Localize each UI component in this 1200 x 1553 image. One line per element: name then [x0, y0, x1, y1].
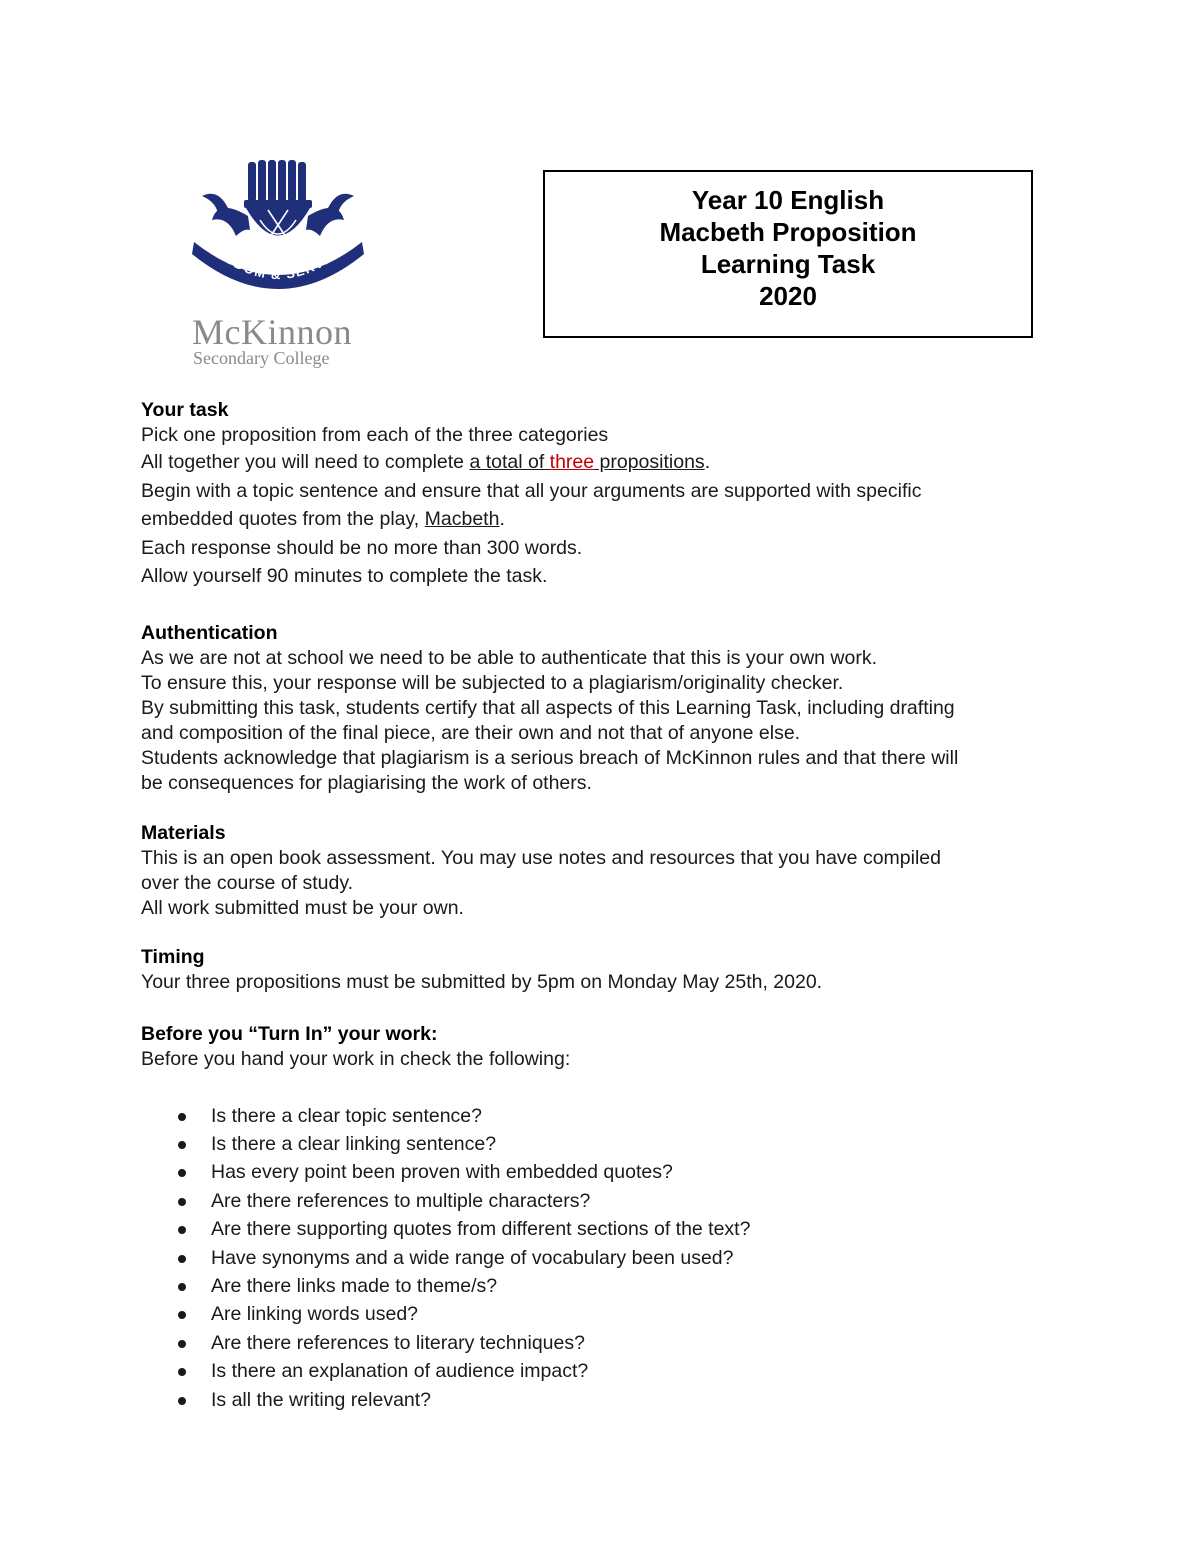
checklist-item: Are linking words used? — [141, 1300, 1061, 1328]
bullet-icon — [178, 1255, 186, 1263]
bullet-icon — [178, 1368, 186, 1376]
bullet-icon — [178, 1340, 186, 1348]
logo-school-subname: Secondary College — [193, 348, 330, 368]
before-turn-in-heading: Before you “Turn In” your work: — [141, 1022, 438, 1045]
bullet-icon — [178, 1169, 186, 1177]
authentication-line: To ensure this, your response will be subjected to a plagiarism/originality checker. — [141, 671, 844, 694]
checklist-item: Are there references to literary techniques? — [141, 1329, 1061, 1357]
motto-text: WISDOM & SERVICE — [207, 240, 349, 283]
title-box — [543, 170, 1033, 338]
bullet-icon — [178, 1141, 186, 1149]
checklist-item: Has every point been proven with embedded quotes? — [141, 1158, 1061, 1186]
checklist-item: Is there an explanation of audience impact? — [141, 1357, 1061, 1385]
school-logo — [188, 158, 368, 373]
checklist-item: Have synonyms and a wide range of vocabulary been used? — [141, 1244, 1061, 1272]
materials-line: over the course of study. — [141, 871, 354, 894]
thistle-crest-icon — [188, 158, 368, 308]
bullet-icon — [178, 1283, 186, 1291]
checklist-item: Is there a clear topic sentence? — [141, 1102, 1061, 1130]
bullet-icon — [178, 1113, 186, 1121]
your-task-line-5: Each response should be no more than 300 words. — [141, 536, 583, 559]
bullet-icon — [178, 1226, 186, 1234]
bullet-icon — [178, 1311, 186, 1319]
your-task-line-4: embedded quotes from the play, Macbeth. — [141, 508, 505, 530]
timing-line: Your three propositions must be submitted by 5pm on Monday May 25th, 2020. — [141, 970, 823, 993]
checklist — [141, 1102, 1061, 1414]
your-task-heading: Your task — [141, 399, 229, 421]
authentication-line: As we are not at school we need to be able to authenticate that this is your own work. — [141, 646, 878, 669]
checklist-item: Are there supporting quotes from different sections of the text? — [141, 1215, 1061, 1243]
your-task-line-1: Pick one proposition from each of the three categories — [141, 424, 609, 446]
authentication-line: By submitting this task, students certify that all aspects of this Learning Task, including drafting — [141, 696, 955, 719]
your-task-line-2: All together you will need to complete a total of three propositions. — [141, 451, 711, 473]
authentication-heading: Authentication — [141, 621, 278, 644]
bullet-icon — [178, 1198, 186, 1206]
logo-school-name: McKinnon — [192, 312, 352, 352]
title-line-2: Macbeth Proposition — [659, 217, 917, 247]
bullet-icon — [178, 1397, 186, 1405]
play-title: Macbeth — [424, 508, 500, 530]
your-task-line-6: Allow yourself 90 minutes to complete the task. — [141, 565, 548, 587]
checklist-item: Are there links made to theme/s? — [141, 1272, 1061, 1300]
title-line-4: 2020 — [759, 281, 817, 311]
before-turn-in-intro: Before you hand your work in check the following: — [141, 1047, 571, 1070]
materials-heading: Materials — [141, 821, 226, 844]
authentication-line: and composition of the final piece, are their own and not that of anyone else. — [141, 721, 801, 744]
authentication-line: Students acknowledge that plagiarism is a serious breach of McKinnon rules and that there will — [141, 746, 959, 769]
authentication-line: be consequences for plagiarising the work of others. — [141, 771, 592, 794]
materials-line: This is an open book assessment. You may use notes and resources that you have compiled — [141, 846, 941, 869]
three-emphasis: three — [549, 451, 595, 473]
title-line-3: Learning Task — [700, 249, 876, 279]
checklist-item: Is all the writing relevant? — [141, 1386, 1061, 1414]
timing-heading: Timing — [141, 945, 205, 968]
task-content — [141, 398, 1061, 1414]
materials-line: All work submitted must be your own. — [141, 896, 464, 919]
checklist-item: Is there a clear linking sentence? — [141, 1130, 1061, 1158]
checklist-item: Are there references to multiple characters? — [141, 1187, 1061, 1215]
title-line-1: Year 10 English — [691, 185, 885, 215]
your-task-line-3: Begin with a topic sentence and ensure that all your arguments are supported with specific — [141, 479, 922, 502]
